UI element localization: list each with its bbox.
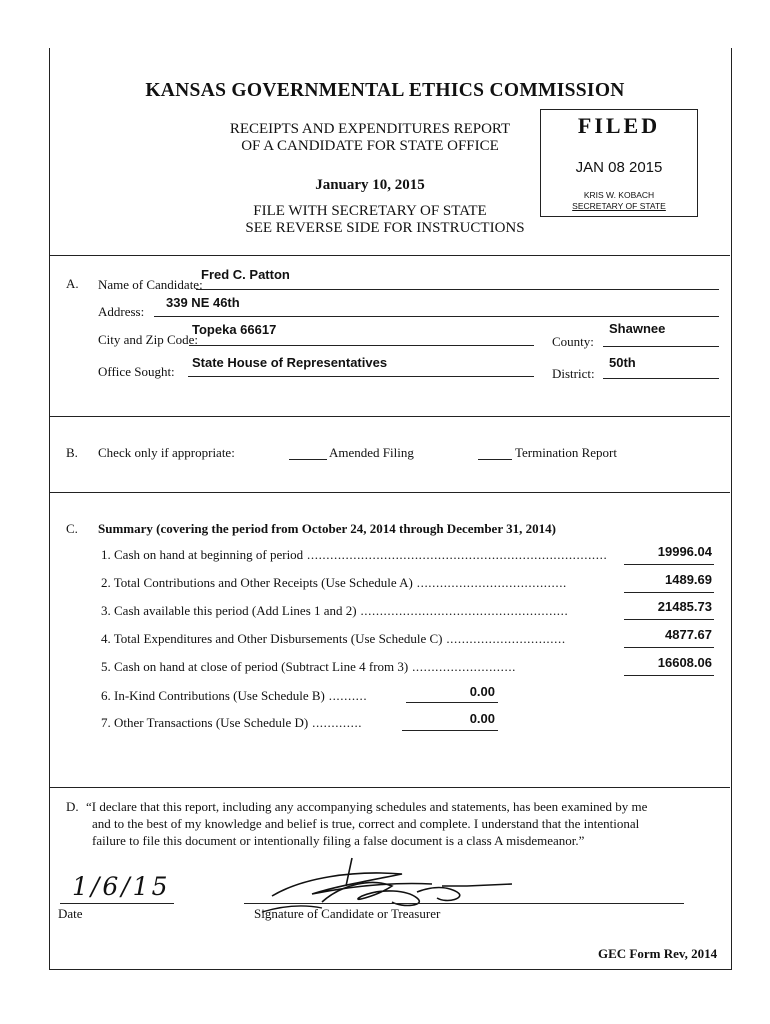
amended-filing-blank[interactable] xyxy=(289,459,327,460)
city-zip-label: City and Zip Code: xyxy=(98,332,199,347)
declaration-line-1: “I declare that this report, including any accompanying schedules and statements, has been examined by me xyxy=(86,799,648,814)
county-label: County: xyxy=(552,334,594,349)
report-date: January 10, 2015 xyxy=(315,177,425,193)
summary-line-5-rule xyxy=(624,675,714,676)
candidate-name-line xyxy=(196,289,719,290)
summary-line-4-rule xyxy=(624,647,714,648)
summary-line-3-rule xyxy=(624,619,714,620)
city-zip-value[interactable]: Topeka 66617 xyxy=(192,322,277,337)
date-label: Date xyxy=(58,906,83,921)
divider-c xyxy=(50,492,730,493)
summary-line-3-value[interactable]: 21485.73 xyxy=(657,599,712,614)
divider-a xyxy=(50,255,730,256)
section-d-letter: D. xyxy=(66,799,79,814)
office-sought-value[interactable]: State House of Representatives xyxy=(192,355,388,370)
divider-d xyxy=(50,787,730,788)
declaration-line-3: failure to file this document or intentionally filing a false document is a class A misdemeanor.” xyxy=(92,833,585,848)
summary-line-6-label: 6. In-Kind Contributions (Use Schedule B) .......... xyxy=(101,688,368,703)
candidate-name-label: Name of Candidate: xyxy=(98,277,203,292)
see-reverse-text: SEE REVERSE SIDE FOR INSTRUCTIONS xyxy=(245,220,525,236)
summary-line-5-label: 5. Cash on hand at close of period (Subtract Line 4 from 3) ........................... xyxy=(101,659,517,674)
summary-line-4-value[interactable]: 4877.67 xyxy=(665,627,712,642)
declaration-line-2: and to the best of my knowledge and belief is true, correct and complete. I understand that the intentional xyxy=(92,816,640,831)
date-line xyxy=(60,903,174,904)
report-title-line2: OF A CANDIDATE FOR STATE OFFICE xyxy=(241,138,499,154)
summary-line-7-rule xyxy=(402,730,498,731)
summary-line-7-value[interactable]: 0.00 xyxy=(469,711,495,726)
summary-line-6-value[interactable]: 0.00 xyxy=(469,684,495,699)
district-line xyxy=(603,378,719,379)
date-handwritten[interactable]: 1/6/15 xyxy=(72,872,171,901)
city-zip-line xyxy=(189,345,534,346)
summary-line-2-label: 2. Total Contributions and Other Receipts (Use Schedule A) ....................................... xyxy=(101,575,567,590)
address-value[interactable]: 339 NE 46th xyxy=(166,295,240,310)
filed-stamp xyxy=(540,109,698,217)
office-sought-line xyxy=(188,376,534,377)
amended-filing-label: Amended Filing xyxy=(329,445,414,460)
report-title-line1: RECEIPTS AND EXPENDITURES REPORT xyxy=(229,121,511,137)
divider-b xyxy=(50,416,730,417)
address-line xyxy=(154,316,719,317)
county-value[interactable]: Shawnee xyxy=(609,321,666,336)
signature-line xyxy=(244,903,684,904)
stamp-date: JAN 08 2015 xyxy=(575,159,663,176)
section-b-letter: B. xyxy=(66,445,78,460)
stamp-name: KRIS W. KOBACH xyxy=(583,190,655,200)
stamp-filed-text: FILED xyxy=(577,113,661,138)
section-c-letter: C. xyxy=(66,521,78,536)
district-label: District: xyxy=(552,366,595,381)
district-value[interactable]: 50th xyxy=(609,355,636,370)
summary-line-1-label: 1. Cash on hand at beginning of period .............................................................................. xyxy=(101,547,608,562)
summary-line-7-label: 7. Other Transactions (Use Schedule D) ............. xyxy=(101,715,363,730)
check-label: Check only if appropriate: xyxy=(98,445,235,460)
candidate-name-value[interactable]: Fred C. Patton xyxy=(201,267,290,282)
summary-line-4-label: 4. Total Expenditures and Other Disbursements (Use Schedule C) ............................... xyxy=(101,631,566,646)
office-sought-label: Office Sought: xyxy=(98,364,175,379)
termination-report-blank[interactable] xyxy=(478,459,512,460)
signature-label: Signature of Candidate or Treasurer xyxy=(254,906,441,921)
summary-line-1-value[interactable]: 19996.04 xyxy=(657,544,712,559)
commission-title: KANSAS GOVERNMENTAL ETHICS COMMISSION xyxy=(145,80,625,101)
summary-heading: Summary (covering the period from October 24, 2014 through December 31, 2014) xyxy=(98,521,556,536)
summary-line-2-rule xyxy=(624,592,714,593)
form-revision: GEC Form Rev, 2014 xyxy=(598,946,718,961)
summary-line-2-value[interactable]: 1489.69 xyxy=(665,572,712,587)
summary-line-6-rule xyxy=(406,702,498,703)
summary-line-1-rule xyxy=(624,564,714,565)
stamp-office: SECRETARY OF STATE xyxy=(572,201,666,211)
address-label: Address: xyxy=(98,304,145,319)
county-line xyxy=(603,346,719,347)
summary-line-5-value[interactable]: 16608.06 xyxy=(657,655,712,670)
section-a-letter: A. xyxy=(66,276,79,291)
termination-report-label: Termination Report xyxy=(515,445,617,460)
summary-line-3-label: 3. Cash available this period (Add Lines 1 and 2) ...................................................... xyxy=(101,603,569,618)
file-with-text: FILE WITH SECRETARY OF STATE xyxy=(253,203,487,219)
